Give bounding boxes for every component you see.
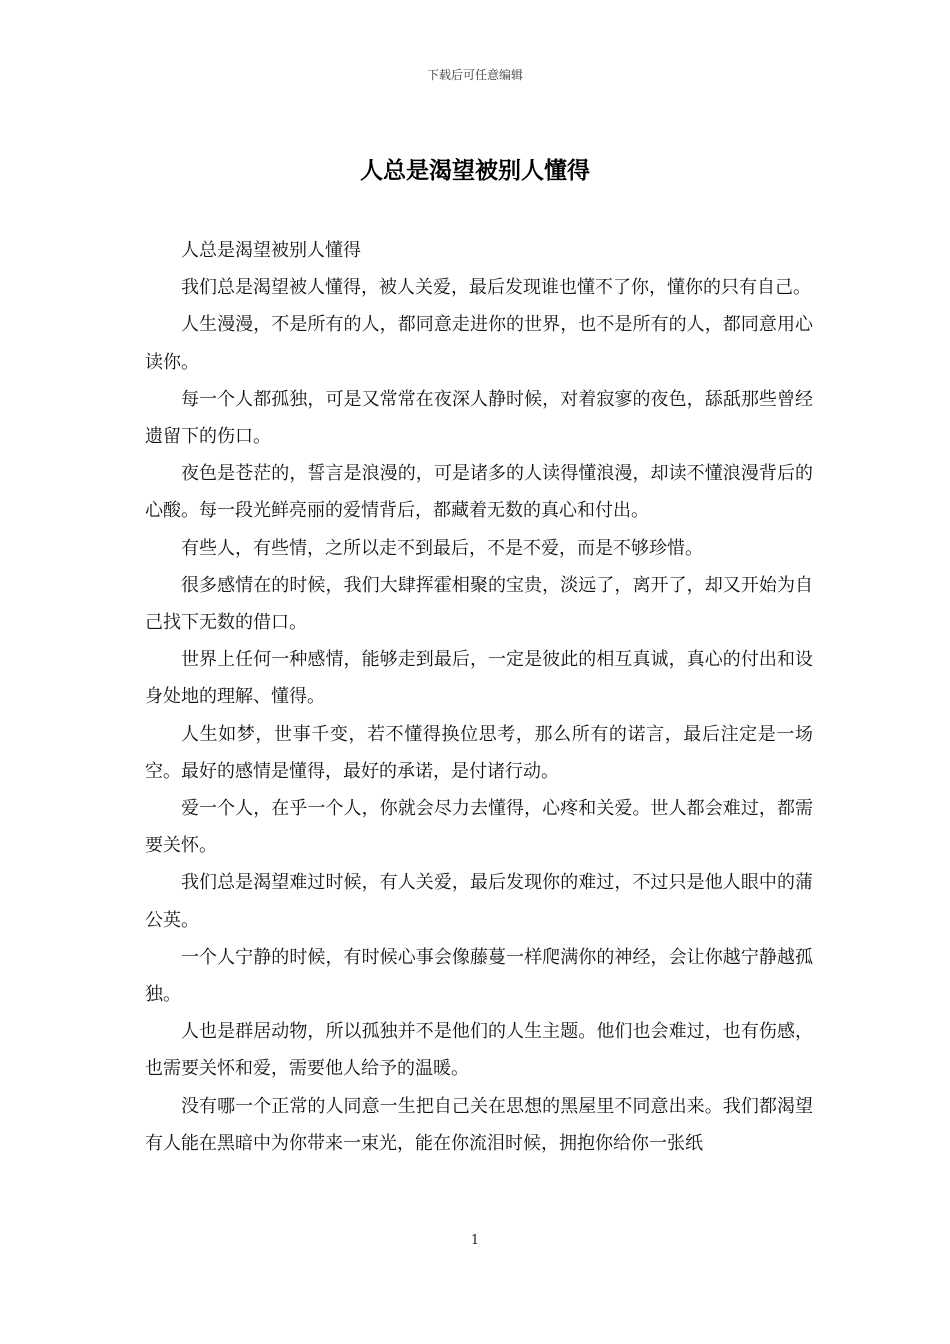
paragraph: 没有哪一个正常的人同意一生把自己关在思想的黑屋里不同意出来。我们都渴望有人能在黑暗中为你带来一束光，能在你流泪时候，拥抱你给你一张纸 [145,1095,813,1154]
document-title: 人总是渴望被别人懂得 [360,157,590,184]
paragraph: 人生漫漫，不是所有的人，都同意走进你的世界，也不是所有的人，都同意用心读你。 [145,314,813,373]
paragraph: 夜色是苍茫的，誓言是浪漫的，可是诸多的人读得懂浪漫，却读不懂浪漫背后的心酸。每一段光鲜亮丽的爱情背后，都藏着无数的真心和付出。 [145,463,813,522]
page-number: 1 [470,1233,480,1248]
paragraph: 世界上任何一种感情，能够走到最后，一定是彼此的相互真诚，真心的付出和设身处地的理解、懂得。 [145,649,813,708]
paragraph: 每一个人都孤独，可是又常常在夜深人静时候，对着寂寥的夜色，舔舐那些曾经遗留下的伤口。 [145,388,813,448]
paragraph: 很多感情在的时候，我们大肆挥霍相聚的宝贵，淡远了，离开了，却又开始为自己找下无数的借口。 [145,574,813,634]
paragraph: 我们总是渴望被人懂得，被人关爱，最后发现谁也懂不了你，懂你的只有自己。 [181,277,811,299]
document-body [145,232,813,1162]
paragraph: 一个人宁静的时候，有时候心事会像藤蔓一样爬满你的神经，会让你越宁静越孤独。 [145,946,813,1006]
paragraph: 人也是群居动物，所以孤独并不是他们的人生主题。他们也会难过，也有伤感，也需要关怀和爱，需要他人给予的温暖。 [145,1021,813,1080]
page-header: 下载后可任意编辑 [426,68,523,82]
paragraph: 有些人，有些情，之所以走不到最后，不是不爱，而是不够珍惜。 [181,537,703,559]
paragraph: 爱一个人，在乎一个人，你就会尽力去懂得，心疼和关爱。世人都会难过，都需要关怀。 [145,798,813,857]
paragraph: 人生如梦，世事千变，若不懂得换位思考，那么所有的诺言，最后注定是一场空。最好的感情是懂得，最好的承诺，是付诸行动。 [145,723,813,782]
paragraph: 我们总是渴望难过时候，有人关爱，最后发现你的难过，不过只是他人眼中的蒲公英。 [145,872,813,931]
paragraph: 人总是渴望被别人懂得 [181,240,361,261]
